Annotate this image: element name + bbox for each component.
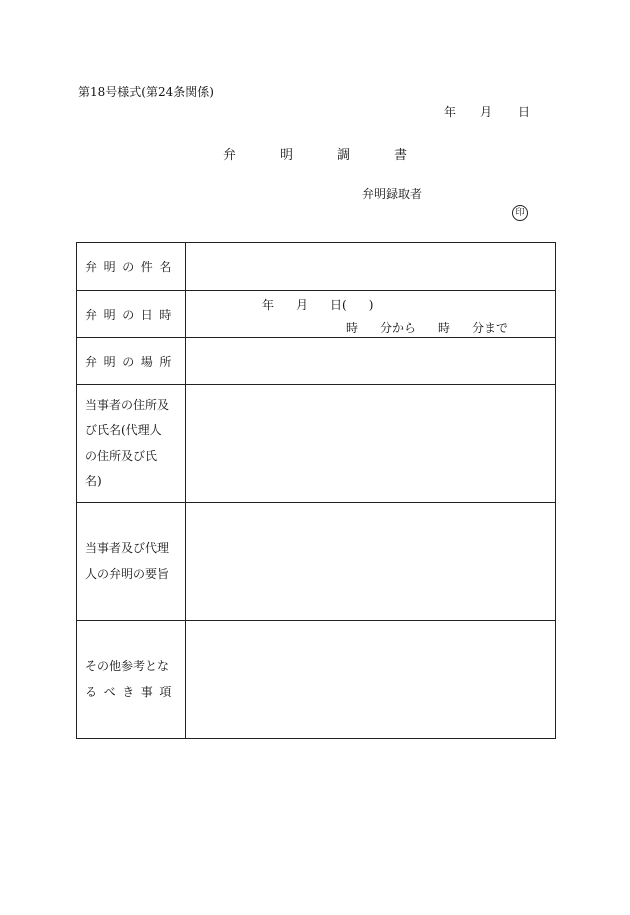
row-label-line: 当事者及び代理 bbox=[85, 541, 170, 556]
date-line bbox=[444, 103, 530, 120]
row-label-line: 人の弁明の要旨 bbox=[85, 566, 170, 581]
row-label bbox=[77, 503, 186, 621]
row-label bbox=[77, 291, 186, 338]
parties-field[interactable] bbox=[186, 385, 556, 503]
table-row bbox=[77, 385, 556, 503]
datetime-date-line: 年 月 日( ) bbox=[262, 298, 374, 312]
date-day-label: 日 bbox=[518, 105, 531, 119]
table-row bbox=[77, 621, 556, 739]
row-label-line: 当事者の住所及 bbox=[85, 398, 170, 413]
table-row bbox=[77, 338, 556, 385]
title-char: 明 bbox=[280, 148, 294, 163]
table-row bbox=[77, 503, 556, 621]
recorder-label: 弁明録取者 bbox=[362, 187, 423, 201]
row-label-line: び氏名(代理人 bbox=[85, 423, 162, 438]
datetime-field[interactable] bbox=[186, 291, 556, 338]
row-label-line: るべき事項 bbox=[85, 684, 179, 699]
title-char: 調 bbox=[337, 148, 351, 163]
row-label bbox=[77, 621, 186, 739]
place-field[interactable] bbox=[186, 338, 556, 385]
subject-field[interactable] bbox=[186, 243, 556, 291]
row-label-line: 名) bbox=[85, 473, 102, 488]
table-row bbox=[77, 291, 556, 338]
form-number: 第18号様式(第24条関係) bbox=[78, 85, 214, 99]
row-label-text: 弁明の日時 bbox=[85, 307, 179, 322]
other-matters-field[interactable] bbox=[186, 621, 556, 739]
table-row bbox=[77, 243, 556, 291]
document-title bbox=[223, 144, 451, 163]
date-year-label: 年 bbox=[444, 105, 457, 119]
row-label bbox=[77, 243, 186, 291]
row-label bbox=[77, 338, 186, 385]
row-label bbox=[77, 385, 186, 503]
seal-mark: 印 bbox=[512, 205, 528, 221]
title-char: 書 bbox=[394, 148, 408, 163]
date-month-label: 月 bbox=[480, 105, 493, 119]
title-char: 弁 bbox=[223, 148, 237, 163]
row-label-line: の住所及び氏 bbox=[85, 448, 158, 463]
row-label-text: 弁明の件名 bbox=[85, 260, 179, 274]
datetime-time-line: 時 分から 時 分まで bbox=[346, 321, 509, 335]
row-label-line: その他参考とな bbox=[85, 659, 170, 674]
form-table bbox=[76, 242, 556, 739]
row-label-text: 弁明の場所 bbox=[85, 354, 179, 369]
summary-field[interactable] bbox=[186, 503, 556, 621]
